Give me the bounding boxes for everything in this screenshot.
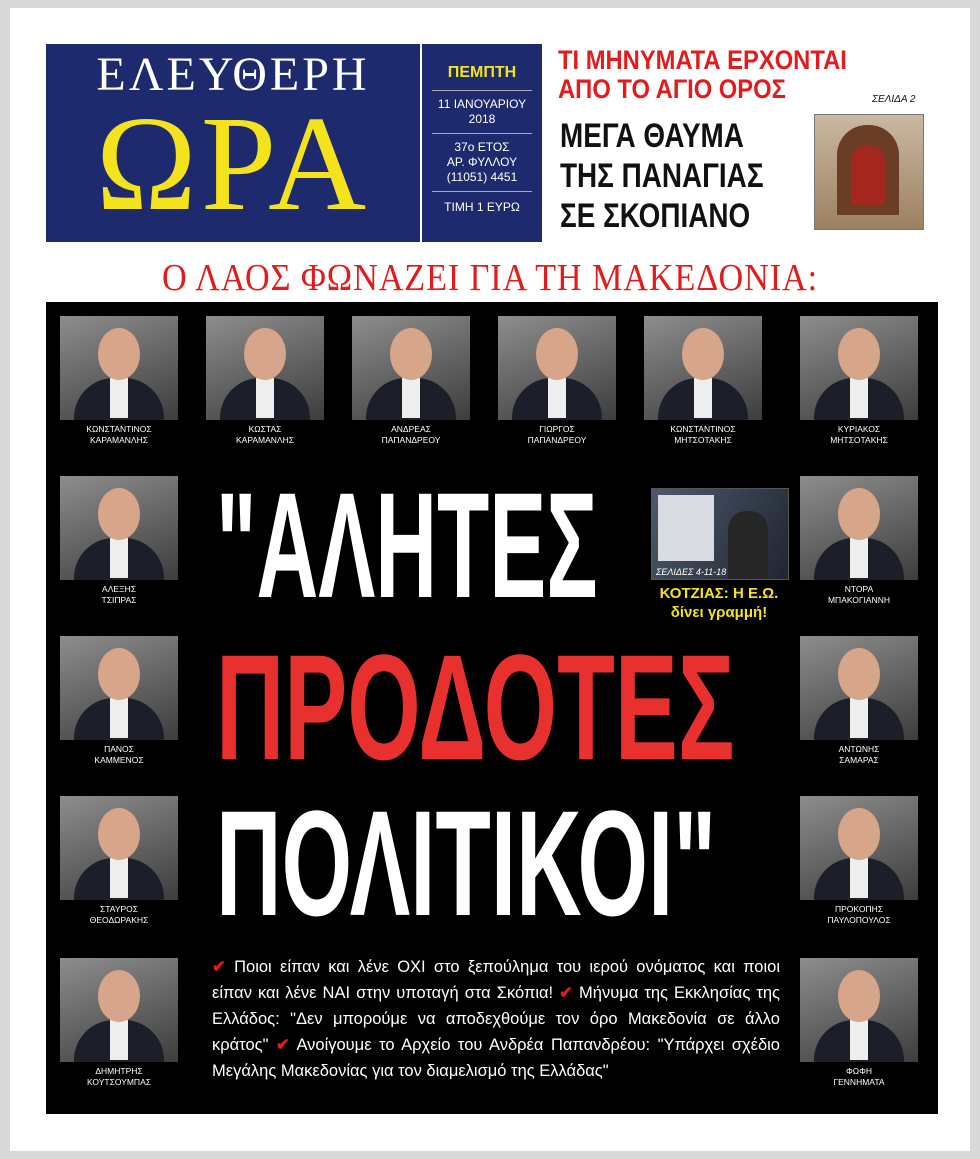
portrait-first-name: ΚΩΝΣΤΑΝΤΙΝΟΣ (86, 424, 152, 434)
inset-caption-line1: ΚΟΤΖΙΑΣ: Η Ε.Ω. (659, 585, 779, 602)
portrait-last-name: ΚΑΡΑΜΑΝΛΗΣ (235, 435, 294, 445)
portrait-caption (796, 744, 922, 766)
portrait-last-name: ΠΑΥΛΟΠΟΥΛΟΣ (827, 915, 891, 925)
story-point-3: Ανοίγουμε το Αρχείο του Ανδρέα Παπανδρέου: "Υπάρχει σχέδιο Μεγάλης Μακεδονίας για τον διαμελισμό της Ελλάδας" (212, 1036, 780, 1080)
portrait-first-name: ΦΩΦΗ (845, 1066, 873, 1076)
portrait-last-name: ΜΗΤΣΟΤΑΚΗΣ (674, 435, 732, 445)
portrait-card (796, 312, 922, 458)
portrait-photo (352, 316, 470, 420)
issue-price: ΤΙΜΗ 1 ΕΥΡΩ (444, 200, 520, 214)
portrait-card (348, 312, 474, 458)
story-point-1: Ποιοι είπαν και λένε ΟΧΙ στο ξεπούλημα του ιερού ονόματος και ποιοι είπαν και λένε ΝΑΙ στην υποταγή στα Σκόπια! (212, 958, 780, 1002)
portrait-card (494, 312, 620, 458)
portrait-last-name: ΤΣΙΠΡΑΣ (101, 595, 137, 605)
portrait-first-name: ΚΩΣΤΑΣ (248, 424, 282, 434)
portrait-card (796, 472, 922, 618)
portrait-last-name: ΜΠΑΚΟΓΙΑΝΝΗ (827, 595, 891, 605)
portrait-photo (800, 476, 918, 580)
teaser-black-headline (560, 116, 764, 236)
portrait-first-name: ΚΥΡΙΑΚΟΣ (837, 424, 881, 434)
check-icon: ✔ (275, 1036, 290, 1054)
teaser-black-line1: ΜΕΓΑ ΘΑΥΜΑ (560, 117, 744, 155)
portrait-last-name: ΓΕΝΝΗΜΑΤΑ (833, 1077, 885, 1087)
portrait-first-name: ΣΤΑΥΡΟΣ (99, 904, 139, 914)
portrait-card (796, 792, 922, 938)
headline-line1: "ΑΛΗΤΕΣ (216, 461, 598, 629)
portrait-first-name: ΑΝΔΡΕΑΣ (391, 424, 431, 434)
portrait-photo (60, 316, 178, 420)
teaser-page-ref: ΣΕΛΙΔΑ 2 (872, 94, 916, 105)
icon-virgin-mary-photo (814, 114, 924, 230)
portrait-photo (800, 636, 918, 740)
issue-number: (11051) 4451 (446, 170, 518, 184)
portrait-last-name: ΚΑΜΜΕΝΟΣ (94, 755, 144, 765)
check-icon: ✔ (212, 958, 226, 976)
portrait-caption (640, 424, 766, 446)
portrait-first-name: ΚΩΝΣΤΑΝΤΙΝΟΣ (670, 424, 736, 434)
portrait-card (56, 792, 182, 938)
portrait-first-name: ΑΝΤΩΝΗΣ (838, 744, 880, 754)
teaser-red-line2: ΑΠΟ ΤΟ ΑΓΙΟ ΟΡΟΣ (558, 74, 786, 104)
teaser-black-line2: ΤΗΣ ΠΑΝΑΓΙΑΣ (560, 157, 764, 195)
check-icon: ✔ (559, 984, 573, 1002)
inset-page-ref: ΣΕΛΙΔΕΣ 4-11-18 (656, 567, 727, 577)
portrait-last-name: ΣΑΜΑΡΑΣ (839, 755, 879, 765)
portrait-last-name: ΠΑΠΑΝΔΡΕΟΥ (381, 435, 441, 445)
inset-person (728, 511, 768, 580)
portrait-card (56, 954, 182, 1100)
portrait-first-name: ΑΛΕΞΗΣ (102, 584, 136, 594)
issue-year: 37ο ΕΤΟΣ (454, 140, 510, 154)
portrait-last-name: ΜΗΤΣΟΤΑΚΗΣ (830, 435, 888, 445)
portrait-last-name: ΚΟΥΤΣΟΥΜΠΑΣ (86, 1077, 151, 1087)
portrait-first-name: ΓΙΩΡΓΟΣ (539, 424, 575, 434)
portrait-card (56, 312, 182, 458)
inset-caption (624, 584, 814, 622)
main-story-panel (46, 302, 938, 1114)
portrait-card (56, 472, 182, 618)
portrait-caption (796, 424, 922, 446)
portrait-photo (60, 636, 178, 740)
issue-day: ΠΕΜΠΤΗ (432, 44, 532, 91)
kicker-headline: Ο ΛΑΟΣ ΦΩΝΑΖΕΙ ΓΙΑ ΤΗ ΜΑΚΕΔΟΝΙΑ: (161, 257, 819, 299)
front-page (10, 8, 970, 1151)
issue-info-box (422, 44, 542, 242)
portrait-caption (56, 904, 182, 926)
issue-date-line1: 11 ΙΑΝΟΥΑΡΙΟΥ (437, 97, 527, 111)
portrait-caption (796, 584, 922, 606)
story-summary (212, 954, 780, 1084)
inset-caption-line2: δίνει γραμμή! (670, 604, 768, 621)
headline-line3: ΠΟΛΙΤΙΚΟΙ" (216, 779, 717, 947)
portrait-caption (56, 424, 182, 446)
portrait-card (56, 632, 182, 778)
portrait-card (796, 954, 922, 1100)
portrait-card (202, 312, 328, 458)
portrait-caption (494, 424, 620, 446)
portrait-last-name: ΚΑΡΑΜΑΝΛΗΣ (89, 435, 148, 445)
portrait-photo (60, 796, 178, 900)
portrait-caption (796, 904, 922, 926)
issue-number-label: ΑΡ. ΦΥΛΛΟΥ (446, 155, 518, 169)
portrait-first-name: ΠΡΟΚΟΠΗΣ (835, 904, 883, 914)
icon-figure (851, 145, 885, 205)
portrait-caption (56, 744, 182, 766)
issue-date (432, 91, 532, 134)
teaser-red-headline (558, 46, 892, 104)
portrait-caption (202, 424, 328, 446)
story-point-2: Μήνυμα της Εκκλησίας της Ελλάδος: "Δεν μπορούμε να αποδεχθούμε τον όρο Μακεδονία σε άλλο κράτος" (212, 984, 780, 1054)
kotzias-inset-photo (651, 488, 789, 580)
portrait-photo (60, 476, 178, 580)
headline-line2: ΠΡΟΔΟΤΕΣ (216, 623, 735, 791)
portrait-first-name: ΔΗΜΗΤΡΗΣ (95, 1066, 143, 1076)
teaser-black-line3: ΣΕ ΣΚΟΠΙΑΝΟ (560, 197, 751, 235)
issue-meta (432, 134, 532, 192)
masthead-top-word: ΕΛΕΥΘΕΡΗ (96, 48, 370, 101)
masthead (46, 44, 420, 242)
portrait-photo (206, 316, 324, 420)
portrait-photo (800, 958, 918, 1062)
portrait-caption (56, 1066, 182, 1088)
portrait-card (640, 312, 766, 458)
portrait-caption (56, 584, 182, 606)
portrait-photo (644, 316, 762, 420)
portrait-photo (498, 316, 616, 420)
inset-newspaper (658, 495, 714, 561)
portrait-first-name: ΝΤΟΡΑ (844, 584, 874, 594)
teaser-red-line1: ΤΙ ΜΗΝΥΜΑΤΑ ΕΡΧΟΝΤΑΙ (558, 45, 847, 75)
portrait-last-name: ΘΕΟΔΩΡΑΚΗΣ (89, 915, 149, 925)
portrait-caption (348, 424, 474, 446)
portrait-last-name: ΠΑΠΑΝΔΡΕΟΥ (527, 435, 587, 445)
portrait-caption (796, 1066, 922, 1088)
issue-date-line2: 2018 (468, 112, 496, 126)
portrait-photo (800, 796, 918, 900)
masthead-title: ΩΡΑ (95, 89, 371, 239)
portrait-card (796, 632, 922, 778)
portrait-first-name: ΠΑΝΟΣ (104, 744, 134, 754)
portrait-photo (800, 316, 918, 420)
portrait-photo (60, 958, 178, 1062)
